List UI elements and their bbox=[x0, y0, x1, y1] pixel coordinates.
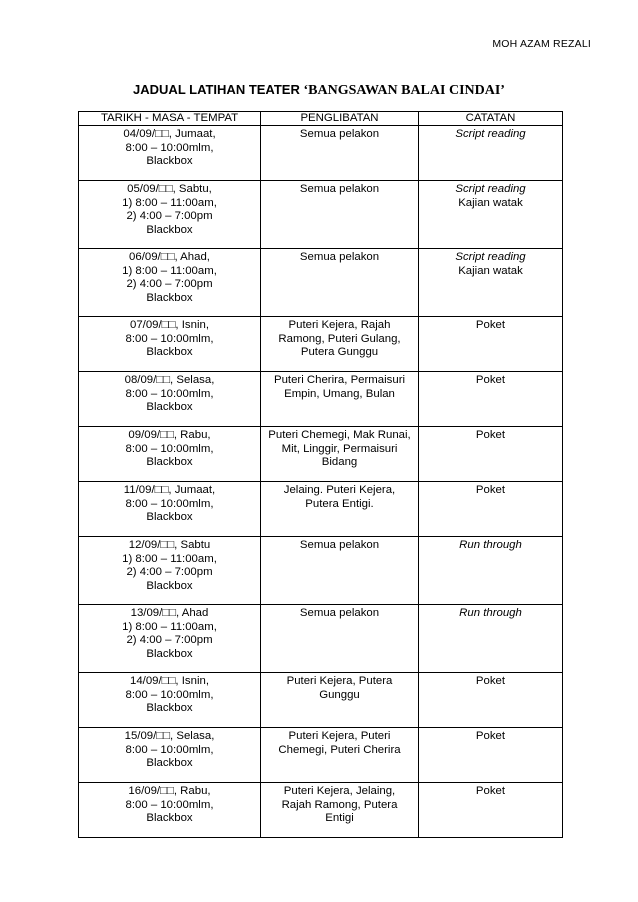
notes-cell bbox=[419, 673, 563, 728]
cast-line: Entigi bbox=[325, 812, 354, 825]
notes-line: Poket bbox=[475, 374, 506, 386]
notes-line: Poket bbox=[475, 484, 506, 496]
cast-line: Semua pelakon bbox=[299, 251, 380, 263]
table-row bbox=[79, 728, 563, 783]
table-row bbox=[79, 537, 563, 605]
column-header-notes: CATATAN bbox=[419, 112, 563, 126]
date-line: 06/09/□□, Ahad, bbox=[129, 251, 210, 263]
date-line: 1) 8:00 – 11:00am, bbox=[122, 552, 217, 565]
cast-cell bbox=[261, 181, 419, 249]
cast-cell bbox=[261, 372, 419, 427]
cast-cell bbox=[261, 427, 419, 482]
cast-line: Puteri Cherira, Permaisuri bbox=[273, 374, 406, 386]
cast-cell bbox=[261, 605, 419, 673]
cast-cell bbox=[261, 673, 419, 728]
cast-cell bbox=[261, 482, 419, 537]
cast-line: Puteri Chemegi, Mak Runai, bbox=[268, 429, 411, 441]
notes-cell bbox=[419, 317, 563, 372]
date-line: 09/09/□□, Rabu, bbox=[128, 429, 211, 441]
date-line: 8:00 – 10:00mlm, bbox=[125, 497, 214, 510]
date-line: 2) 4:00 – 7:00pm bbox=[126, 278, 213, 291]
cast-line: Ramong, Puteri Gulang, bbox=[278, 332, 401, 345]
notes-cell bbox=[419, 537, 563, 605]
date-line: 8:00 – 10:00mlm, bbox=[125, 442, 214, 455]
cast-line: Semua pelakon bbox=[299, 128, 380, 140]
table-row bbox=[79, 181, 563, 249]
table-row bbox=[79, 317, 563, 372]
rehearsal-schedule-table bbox=[78, 111, 563, 838]
title-text: JADUAL LATIHAN TEATER bbox=[133, 82, 304, 97]
table-row bbox=[79, 605, 563, 673]
cast-cell bbox=[261, 783, 419, 838]
date-line: Blackbox bbox=[146, 511, 193, 524]
cast-line: Semua pelakon bbox=[299, 607, 380, 619]
date-cell bbox=[79, 126, 261, 181]
cast-line: Rajah Ramong, Putera bbox=[281, 798, 398, 811]
date-line: 16/09/□□, Rabu, bbox=[128, 785, 211, 797]
date-line: 13/09/□□, Ahad bbox=[130, 607, 209, 619]
date-cell bbox=[79, 537, 261, 605]
cast-cell bbox=[261, 537, 419, 605]
notes-line: Script reading bbox=[455, 183, 526, 195]
cast-line: Mit, Linggir, Permaisuri bbox=[281, 442, 398, 455]
document-author: MOH AZAM REZALI bbox=[492, 38, 591, 50]
date-line: 1) 8:00 – 11:00am, bbox=[122, 620, 217, 633]
table-row bbox=[79, 427, 563, 482]
date-line: 04/09/□□, Jumaat, bbox=[123, 128, 216, 140]
date-line: 07/09/□□, Isnin, bbox=[130, 319, 209, 331]
cast-line: Putera Gunggu bbox=[300, 346, 379, 359]
date-cell bbox=[79, 605, 261, 673]
date-line: Blackbox bbox=[146, 155, 193, 168]
cast-line: Puteri Kejera, Rajah bbox=[288, 319, 391, 331]
date-line: 11/09/□□, Jumaat, bbox=[123, 484, 216, 496]
notes-line: Script reading bbox=[455, 128, 526, 140]
cast-line: Puteri Kejera, Puteri bbox=[288, 730, 391, 742]
title-play-name: ‘BANGSAWAN BALAI CINDAI’ bbox=[303, 83, 505, 98]
date-line: 8:00 – 10:00mlm, bbox=[125, 798, 214, 811]
notes-line: Run through bbox=[459, 539, 522, 551]
date-line: 08/09/□□, Selasa, bbox=[124, 374, 215, 386]
date-line: 05/09/□□, Sabtu, bbox=[127, 183, 212, 195]
date-line: 1) 8:00 – 11:00am, bbox=[122, 264, 217, 277]
date-line: 2) 4:00 – 7:00pm bbox=[126, 566, 213, 579]
cast-line: Puteri Kejera, Jelaing, bbox=[283, 785, 396, 797]
date-line: 12/09/□□, Sabtu bbox=[128, 539, 211, 551]
date-line: Blackbox bbox=[146, 223, 193, 236]
date-line: 8:00 – 10:00mlm, bbox=[125, 743, 214, 756]
cast-line: Semua pelakon bbox=[299, 183, 380, 195]
date-cell bbox=[79, 427, 261, 482]
date-cell bbox=[79, 317, 261, 372]
cast-line: Empin, Umang, Bulan bbox=[284, 387, 395, 400]
cast-cell bbox=[261, 317, 419, 372]
notes-line: Script reading bbox=[455, 251, 526, 263]
schedule-body bbox=[79, 126, 563, 838]
date-line: Blackbox bbox=[146, 401, 193, 414]
table-row bbox=[79, 673, 563, 728]
cast-line: Gunggu bbox=[319, 688, 360, 701]
table-row bbox=[79, 482, 563, 537]
date-line: Blackbox bbox=[146, 702, 193, 715]
notes-cell bbox=[419, 181, 563, 249]
notes-cell bbox=[419, 605, 563, 673]
cast-cell bbox=[261, 249, 419, 317]
date-line: 15/09/□□, Selasa, bbox=[124, 730, 215, 742]
date-line: Blackbox bbox=[146, 291, 193, 304]
notes-cell bbox=[419, 482, 563, 537]
date-line: 1) 8:00 – 11:00am, bbox=[122, 196, 217, 209]
date-line: 14/09/□□, Isnin, bbox=[130, 675, 209, 687]
notes-line: Poket bbox=[475, 785, 506, 797]
table-row bbox=[79, 126, 563, 181]
date-line: 8:00 – 10:00mlm, bbox=[125, 387, 214, 400]
date-cell bbox=[79, 482, 261, 537]
notes-cell bbox=[419, 728, 563, 783]
cast-line: Chemegi, Puteri Cherira bbox=[278, 743, 401, 756]
table-row bbox=[79, 783, 563, 838]
date-line: 8:00 – 10:00mlm, bbox=[125, 332, 214, 345]
date-line: Blackbox bbox=[146, 647, 193, 660]
table-row bbox=[79, 249, 563, 317]
date-line: Blackbox bbox=[146, 757, 193, 770]
table-row bbox=[79, 372, 563, 427]
date-cell bbox=[79, 181, 261, 249]
cast-line: Jelaing. Puteri Kejera, bbox=[283, 484, 396, 496]
notes-cell bbox=[419, 427, 563, 482]
date-line: Blackbox bbox=[146, 456, 193, 469]
date-line: Blackbox bbox=[146, 346, 193, 359]
cast-line: Bidang bbox=[321, 456, 358, 469]
date-cell bbox=[79, 783, 261, 838]
notes-line: Poket bbox=[475, 730, 506, 742]
notes-line: Run through bbox=[459, 607, 522, 619]
notes-line: Poket bbox=[475, 319, 506, 331]
table-header-row bbox=[79, 112, 563, 126]
cast-cell bbox=[261, 728, 419, 783]
document-title bbox=[0, 82, 638, 99]
date-line: Blackbox bbox=[146, 812, 193, 825]
date-cell bbox=[79, 673, 261, 728]
cast-line: Putera Entigi. bbox=[305, 497, 374, 510]
notes-cell bbox=[419, 126, 563, 181]
date-line: 8:00 – 10:00mlm, bbox=[125, 688, 214, 701]
date-line: 2) 4:00 – 7:00pm bbox=[126, 210, 213, 223]
cast-line: Puteri Kejera, Putera bbox=[286, 675, 393, 687]
cast-line: Semua pelakon bbox=[299, 539, 380, 551]
cast-cell bbox=[261, 126, 419, 181]
notes-cell bbox=[419, 783, 563, 838]
date-cell bbox=[79, 249, 261, 317]
notes-line: Kajian watak bbox=[458, 196, 523, 209]
column-header-date: TARIKH - MASA - TEMPAT bbox=[79, 112, 261, 126]
notes-cell bbox=[419, 249, 563, 317]
date-line: 2) 4:00 – 7:00pm bbox=[126, 634, 213, 647]
date-line: 8:00 – 10:00mlm, bbox=[125, 141, 214, 154]
date-cell bbox=[79, 372, 261, 427]
notes-cell bbox=[419, 372, 563, 427]
notes-line: Poket bbox=[475, 675, 506, 687]
notes-line: Poket bbox=[475, 429, 506, 441]
date-line: Blackbox bbox=[146, 579, 193, 592]
column-header-cast: PENGLIBATAN bbox=[261, 112, 419, 126]
date-cell bbox=[79, 728, 261, 783]
notes-line: Kajian watak bbox=[458, 264, 523, 277]
